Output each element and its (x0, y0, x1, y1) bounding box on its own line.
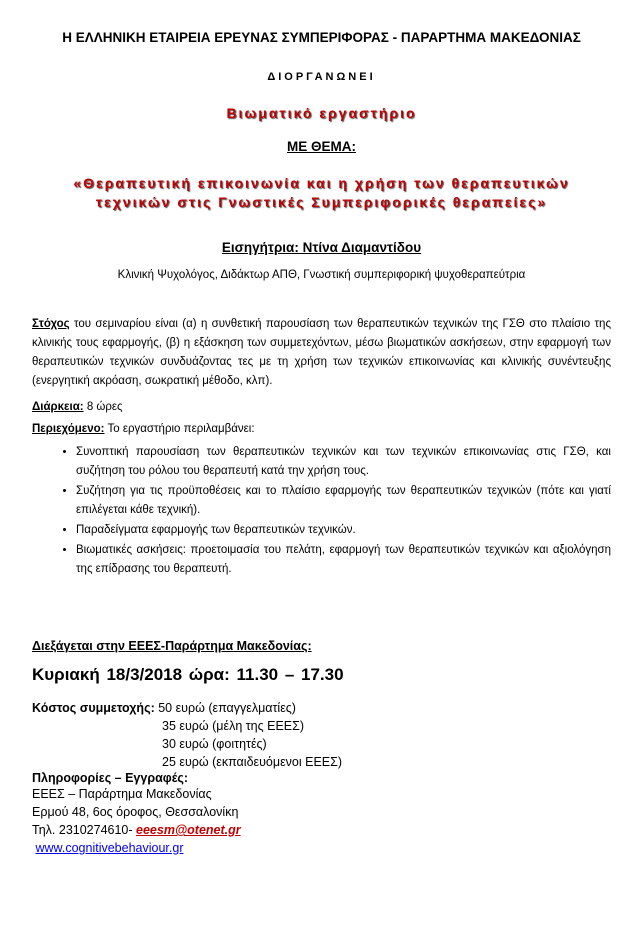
organizes-label: ΔΙΟΡΓΑΝΩΝΕΙ (267, 71, 376, 83)
cost-students: 30 ευρώ (φοιτητές) (162, 737, 267, 751)
goal-text: του σεμιναρίου είναι (α) η συνθετική παρουσίαση των θεραπευτικών τεχνικών της ΓΣΘ στο πλαίσιο της κλινικής τους εφαρμογής, (β) η εξάσκηση των συμμετεχόντων, μέσω βιωματικών ασκήσεων, στην εφαρμογή των θεραπευτικών τεχνικών συνδυάζοντας τες με τη χρήση των τεχνικών επικοινωνίας και κλινικής συνέντευξης (ενεργητική ακρόαση, σωκρατική μέθοδο, κλπ). (32, 318, 611, 387)
cost-trainees: 25 ευρώ (εκπαιδευόμενοι ΕΕΕΣ) (162, 755, 343, 769)
list-item: • Παραδείγματα εφαρμογής των θεραπευτικών τεχνικών. (76, 521, 611, 540)
list-item: • Συζήτηση για τις προϋποθέσεις και το πλαίσιο εφαρμογής των θεραπευτικών τεχνικών (πότε και γιατί επιλέγεται κάθε τεχνική). (76, 482, 611, 520)
list-item: • Βιωματικές ασκήσεις: προετοιμασία του πελάτη, εφαρμογή των θεραπευτικών τεχνικών και αξιολόγηση της επίδρασης του θεραπευτή. (76, 541, 611, 579)
contact-branch: ΕΕΕΣ – Παράρτημα Μακεδονίας (32, 787, 212, 801)
duration-label: Διάρκεια: (32, 401, 84, 413)
goal-label: Στόχος (32, 318, 70, 330)
cost-label: Κόστος συμμετοχής: (32, 701, 155, 715)
duration-value: 8 ώρες (83, 401, 123, 413)
duration-line (32, 401, 611, 413)
cost-members: 35 ευρώ (μέλη της ΕΕΕΣ) (162, 719, 305, 733)
content-line (32, 423, 611, 435)
content-intro: Το εργαστήριο περιλαμβάνει: (104, 423, 255, 435)
workshop-title: «Θεραπευτική επικοινωνία και η χρήση των θεραπευτικών τεχνικών στις Γνωστικές Συμπεριφορικές θεραπείες» (73, 175, 570, 210)
email-link[interactable]: eeesm@otenet.gr (136, 823, 241, 837)
cost-professionals: 50 ευρώ (επαγγελματίες) (154, 701, 296, 715)
list-item: • Συνοπτική παρουσίαση των θεραπευτικών τεχνικών και των τεχνικών επικοινωνίας στις ΓΣΘ, και συζήτηση του ρόλου του θεραπευτή κατά την χρήση τους. (76, 443, 611, 481)
contact-phone: Τηλ. 2310274610- (32, 823, 137, 837)
content-list (32, 443, 611, 579)
contact-address: Ερμού 48, 6ος όροφος, Θεσσαλονίκη (32, 805, 239, 819)
speaker-name: Εισηγήτρια: Ντίνα Διαμαντίδου (221, 240, 422, 255)
website-link[interactable]: www.cognitivebehaviour.gr (35, 841, 184, 855)
venue-line: Διεξάγεται στην ΕΕΕΣ-Παράρτημα Μακεδονίας: (32, 639, 312, 653)
info-label: Πληροφορίες – Εγγραφές: (32, 771, 188, 785)
event-datetime: Κυριακή 18/3/2018 ώρα: 11.30 – 17.30 (32, 665, 344, 684)
cost-block (32, 699, 611, 771)
website-line (32, 839, 611, 857)
organization-heading: Η ΕΛΛΗΝΙΚΗ ΕΤΑΙΡΕΙΑ ΕΡΕΥΝΑΣ ΣΥΜΠΕΡΙΦΟΡΑΣ - ΠΑΡΑΡΤΗΜΑ ΜΑΚΕΔΟΝΙΑΣ (62, 30, 581, 45)
contact-phone-line (32, 821, 611, 839)
speaker-description: Κλινική Ψυχολόγος, Διδάκτωρ ΑΠΘ, Γνωστική συμπεριφορική ψυχοθεραπεύτρια (117, 269, 526, 281)
content-label: Περιεχόμενο: (32, 423, 105, 435)
contact-block (32, 785, 611, 857)
goal-paragraph (32, 315, 611, 391)
subject-label: ΜΕ ΘΕΜΑ: (287, 139, 356, 154)
workshop-type: Βιωματικό εργαστήριο (226, 105, 417, 121)
cost-line (32, 699, 611, 717)
